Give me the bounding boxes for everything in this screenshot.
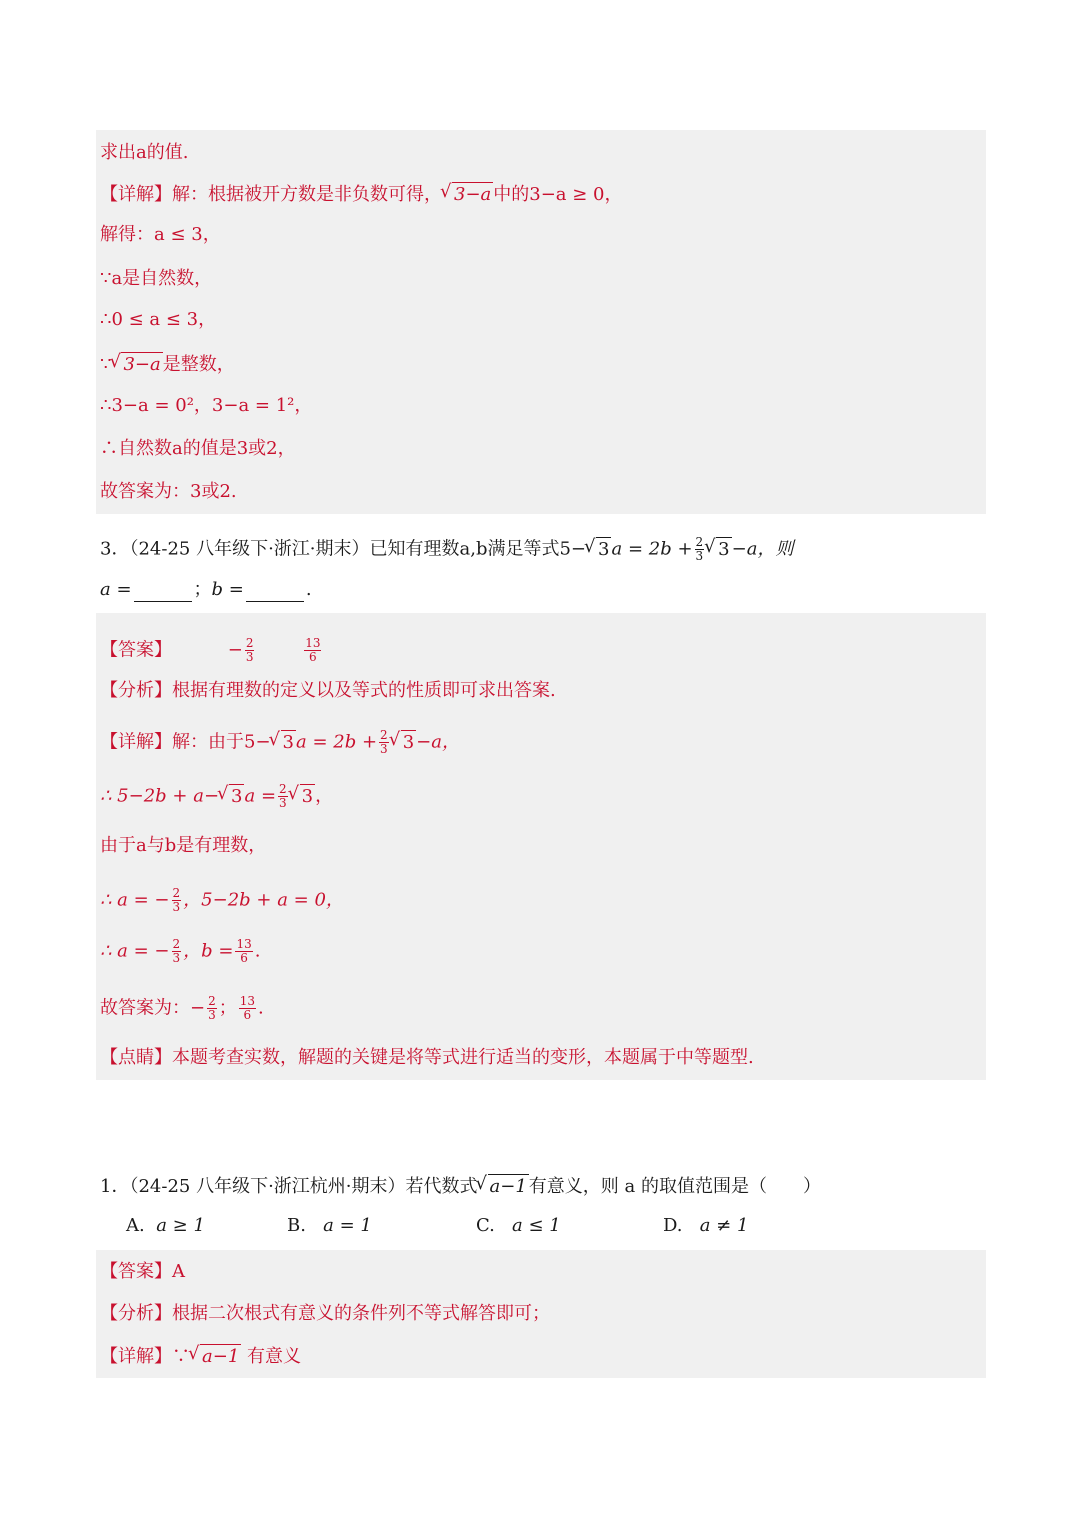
analysis-line: 【分析】根据有理数的定义以及等式的性质即可求出答案. — [100, 680, 556, 701]
text-line: ∴0 ≤ a ≤ 3， — [100, 309, 217, 330]
sqrt-expression: √ 3 — [290, 784, 315, 809]
answer-blank-a[interactable] — [134, 583, 192, 602]
sqrt-expression: √ 3 — [219, 784, 244, 809]
sqrt-expression: √ 3 — [586, 537, 611, 562]
detail-line: 【详解】∵√ a−1 有意义 — [100, 1344, 301, 1369]
answer-tag: 【答案】 — [100, 639, 172, 661]
analysis-tag: 【分析】 — [100, 1303, 172, 1324]
text-line: ∵√ 3−a 是整数， — [100, 352, 235, 377]
text-line: 故答案为：3或2. — [100, 481, 237, 502]
text-line: 求出a的值. — [100, 142, 189, 163]
text: 中的3−a ≥ 0， — [493, 184, 623, 205]
question-1-stem: 1．（24-25 八年级下·浙江杭州·期末）若代数式√ a−1 有意义，则 a 的取值范围是（ ） — [100, 1174, 821, 1199]
fraction: $\frac{13}{6}$ — [236, 937, 252, 965]
text-line: 解得：a ≤ 3， — [100, 224, 221, 245]
fraction: $\frac{2}{3}$ — [279, 782, 287, 810]
detail-line: 【详解】解：由于5−√ 3 a = 2b + $\frac{2}{3}$ √ 3 −a， — [100, 729, 460, 756]
text-line: 故答案为：− $\frac{2}{3}$ ； $\frac{13}{6}$ . — [100, 994, 264, 1022]
text-line: ∴自然数a的值是3或2， — [100, 438, 296, 459]
sqrt-expression: √ a−1 — [478, 1174, 529, 1199]
text-line: 由于a与b是有理数， — [100, 835, 267, 856]
answer-line: 【答案】A — [100, 1261, 185, 1282]
fraction: $\frac{2}{3}$ — [172, 937, 181, 965]
sqrt-expression: √ 3 — [271, 730, 296, 755]
detail-tag: 【详解】 — [100, 731, 172, 753]
answer-line: 【答案】 − $\frac{2}{3}$ $\frac{13}{6}$ — [100, 636, 321, 664]
text-line: ∵a是自然数， — [100, 268, 213, 289]
text-line: ∴ 5−2b + a−√ 3 a = $\frac{2}{3}$ √ 3 ， — [100, 783, 333, 810]
fraction: $\frac{2}{3}$ — [245, 636, 254, 664]
text-line: ∴ a = − $\frac{2}{3}$ ，5−2b + a = 0， — [100, 886, 344, 914]
text: 解：根据被开方数是非负数可得， — [172, 184, 442, 205]
detail-tag: 【详解】 — [100, 1346, 172, 1367]
detail-tag: 【详解】 — [100, 184, 172, 205]
answer-blank-b[interactable] — [246, 583, 304, 602]
fraction: $\frac{2}{3}$ — [380, 728, 388, 756]
fraction: $\frac{13}{6}$ — [305, 636, 321, 664]
sqrt-expression: √ 3 — [391, 730, 416, 755]
fraction: $\frac{2}{3}$ — [172, 886, 181, 914]
analysis-line: 【分析】根据二次根式有意义的条件列不等式解答即可； — [100, 1303, 550, 1324]
fraction: $\frac{2}{3}$ — [695, 535, 704, 563]
analysis-tag: 【分析】 — [100, 680, 172, 701]
text-line: ∴ a = − $\frac{2}{3}$ ，b = $\frac{13}{6}$ . — [100, 937, 261, 965]
detail-line — [100, 182, 623, 207]
sqrt-expression: √ a−1 — [190, 1344, 241, 1369]
option-a[interactable]: A. a ≥ 1 — [126, 1215, 205, 1236]
comment-tag: 【点睛】 — [100, 1047, 172, 1068]
sqrt-expression: √ 3 — [706, 537, 731, 562]
fraction: $\frac{13}{6}$ — [239, 994, 256, 1022]
text-line: ∴3−a = 0²，3−a = 1²， — [100, 395, 313, 416]
sqrt-expression: √ 3−a — [442, 182, 493, 207]
option-c[interactable]: C. a ≤ 1 — [476, 1215, 561, 1236]
option-b[interactable]: B. a = 1 — [287, 1215, 372, 1236]
comment-line: 【点睛】本题考查实数，解题的关键是将等式进行适当的变形，本题属于中等题型. — [100, 1047, 754, 1068]
sqrt-expression: √ 3−a — [111, 352, 162, 377]
answer-tag: 【答案】 — [100, 1261, 172, 1282]
question-3-blanks: a = ；b = . — [100, 579, 312, 600]
option-d[interactable]: D. a ≠ 1 — [663, 1215, 749, 1236]
question-3-stem: 3．（24-25 八年级下·浙江·期末）已知有理数a,b满足等式5−√ 3 a = 2b + $\frac{2}{3}$ √ 3 −a，则 — [100, 536, 793, 563]
fraction: $\frac{2}{3}$ — [208, 994, 216, 1022]
